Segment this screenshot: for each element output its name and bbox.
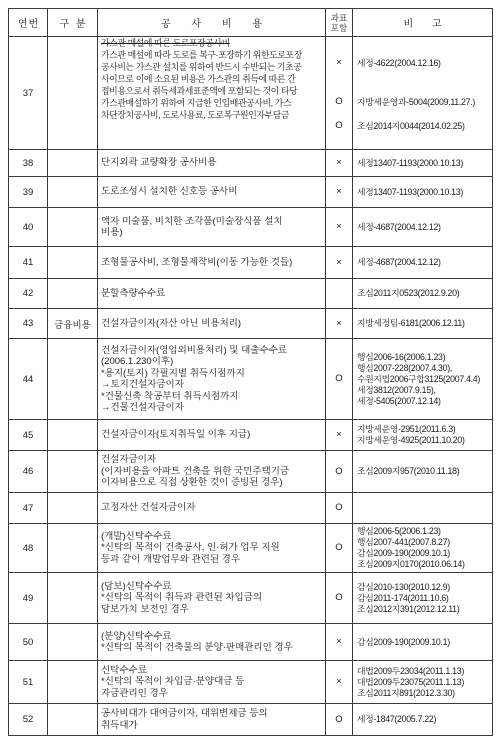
header-tax-base-line: 과표 — [330, 12, 348, 23]
cost-line: 단지외곽 교량확장 공사비용 — [101, 157, 217, 169]
row-category — [48, 208, 98, 247]
row-cost-cell — [98, 493, 326, 524]
header-tax-base-line: 포함 — [330, 22, 348, 33]
row-cost-cell — [98, 339, 326, 420]
remark-line: 지방세운영과-5004(2009.11.27.) — [357, 97, 475, 107]
cost-line: 차단장치공사비, 도로사용료, 도로복구원인자부담금 — [101, 110, 290, 120]
header-row — [9, 9, 493, 37]
table-row — [9, 309, 493, 339]
row-category — [48, 177, 98, 208]
header-tax-base — [326, 9, 353, 37]
table-row — [9, 524, 493, 573]
cost-line: 가스관 매설에 따라 도로를 복구·포장하기 위한도로포장 — [101, 50, 302, 60]
row-remarks-cell — [353, 420, 493, 451]
cost-line: 담보가치 보전인 경우 — [101, 603, 189, 615]
table-row — [9, 624, 493, 661]
tax-inclusion-mark: O — [335, 502, 343, 514]
row-tax-inclusion-cell — [326, 208, 353, 247]
row-tax-inclusion-cell — [326, 493, 353, 524]
row-category — [48, 661, 98, 704]
tax-inclusion-mark: O — [335, 120, 343, 131]
row-tax-inclusion-cell — [326, 339, 353, 420]
row-category — [48, 451, 98, 493]
row-tax-inclusion-cell — [326, 309, 353, 339]
cost-line: 자금관리인 경우 — [101, 687, 168, 699]
row-cost-cell — [98, 573, 326, 624]
cost-line: *신탁의 목적이 건축물의 분양·판매관리인 경우 — [101, 642, 293, 653]
row-number: 52 — [9, 704, 48, 736]
cost-line: 건설자금이자 — [101, 454, 157, 466]
cost-line: 건설자금이자(영업외비용처리) 및 대출수수료 — [101, 344, 287, 356]
cost-line: *신탁의 목적이 취득과 관련된 차입금의 — [101, 592, 263, 604]
row-category — [48, 279, 98, 309]
row-number: 50 — [9, 624, 48, 661]
tax-inclusion-mark: × — [336, 186, 342, 198]
table-row — [9, 150, 493, 177]
remark-line: 세정-4622(2004.12.16) — [357, 58, 441, 68]
tax-inclusion-mark: O — [335, 96, 343, 107]
tax-inclusion-mark: O — [335, 713, 343, 725]
remark-line: 조심2009지957(2010.11.18) — [357, 466, 460, 476]
remark-line: 조심2014지0044(2014.02.25) — [357, 121, 465, 131]
row-cost-cell — [98, 524, 326, 573]
row-category: 금융비용 — [48, 309, 98, 339]
row-category — [48, 150, 98, 177]
row-remarks-cell — [353, 573, 493, 624]
row-remarks-cell — [353, 661, 493, 704]
tax-inclusion-mark: × — [336, 256, 342, 268]
row-number: 51 — [9, 661, 48, 704]
row-remarks-cell — [353, 704, 493, 736]
row-number: 49 — [9, 573, 48, 624]
tax-inclusion-mark: O — [335, 465, 343, 477]
cost-line: *건물신축 착공부터 취득시점까지 — [101, 390, 239, 402]
tax-inclusion-mark: × — [336, 676, 342, 688]
row-category — [48, 493, 98, 524]
table-body — [9, 37, 493, 736]
row-number: 44 — [9, 339, 48, 420]
row-tax-inclusion-cell — [326, 247, 353, 279]
cost-line: (담보)신탁수수료 — [101, 580, 172, 592]
cost-line: *신탁의 목적이 건축공사, 인·허가 업무 지원 — [101, 542, 280, 554]
remark-line: 행심2006-16(2006.1.23) — [357, 351, 446, 362]
row-number: 39 — [9, 177, 48, 208]
tax-inclusion-mark: O — [335, 373, 343, 385]
row-cost-cell — [98, 177, 326, 208]
remark-line: 대법2009두23034(2011.1.13) — [357, 665, 464, 676]
cost-line: →토지건설자금이자 — [101, 379, 184, 390]
cost-line: 비용) — [101, 227, 123, 238]
remark-line: 지방세정팀-6181(2006.12.11) — [357, 318, 465, 328]
row-tax-inclusion-cell — [326, 150, 353, 177]
row-number: 48 — [9, 524, 48, 573]
cost-line: →건물건설자금이자 — [101, 402, 184, 413]
table-row — [9, 704, 493, 736]
cost-line: (개발)신탁수수료 — [101, 530, 172, 542]
header-cost: 공 사 비 용 — [98, 9, 326, 37]
row-tax-inclusion-cell — [326, 524, 353, 573]
remark-line: 조심2011지0523(2012.9.20) — [357, 288, 460, 298]
table-row — [9, 451, 493, 493]
row-number: 40 — [9, 208, 48, 247]
row-tax-inclusion-cell — [326, 573, 353, 624]
cost-line: (이자비용을 아파트 건축을 위한 국민주택기금 — [101, 465, 290, 477]
remark-line: 행심2007-441(2007.8.27) — [357, 537, 450, 547]
table-row — [9, 37, 493, 150]
remark-line: 감심2009-190(2009.10.1) — [357, 636, 450, 647]
cost-line: 등과 같이 개발업무와 관련된 경우 — [101, 553, 241, 565]
table-row — [9, 573, 493, 624]
tax-inclusion-mark: O — [335, 542, 343, 554]
row-cost-cell — [98, 661, 326, 704]
row-tax-inclusion-cell — [326, 624, 353, 661]
cost-line: 건설자금이자(토지취득일 이후 지급) — [101, 429, 251, 441]
cost-line: 사이므로 이에 소요된 비용은 가스관의 취득에 따른 간 — [101, 74, 296, 84]
cost-table — [8, 8, 493, 736]
remark-line: 감심2010-130(2010.12.9) — [357, 581, 450, 592]
tax-inclusion-mark: × — [336, 317, 342, 329]
row-cost-cell — [98, 451, 326, 493]
row-cost-cell — [98, 624, 326, 661]
row-number: 38 — [9, 150, 48, 177]
remark-line: 대법2009두23075(2011.1.13) — [357, 676, 464, 687]
remark-line: 지방세운영-2951(2011.6.3) — [357, 424, 456, 434]
cost-line: (2006.1.230이후) — [101, 356, 174, 367]
table-row — [9, 177, 493, 208]
table-row — [9, 661, 493, 704]
row-category — [48, 247, 98, 279]
remark-line: 감심2011-174(2011.10.6) — [357, 592, 449, 603]
header-remarks: 비 고 — [353, 9, 493, 37]
row-remarks-cell — [353, 624, 493, 661]
remark-line: 행심2007-228(2007.4.30), — [357, 362, 453, 373]
remark-line: 조심2012지391(2012.12.11) — [357, 603, 460, 614]
row-tax-inclusion-cell — [326, 451, 353, 493]
row-cost-cell — [98, 704, 326, 736]
cost-line: 조형물공사비, 조형물제작비(이동 가능한 것들) — [101, 256, 293, 268]
table-row — [9, 493, 493, 524]
table-row — [9, 339, 493, 420]
row-remarks-cell — [353, 451, 493, 493]
row-tax-inclusion-cell — [326, 661, 353, 704]
row-remarks-cell — [353, 493, 493, 524]
row-cost-cell — [98, 150, 326, 177]
remark-line: 조심2009지0170(2010.06.14) — [357, 559, 465, 569]
row-remarks-cell — [353, 339, 493, 420]
cost-line: 접비용으로서 취득세과세표준액에 포함되는 것이 타당 — [101, 86, 298, 96]
row-number: 46 — [9, 451, 48, 493]
cost-line: *신탁의 목적이 차입금·분양대금 등 — [101, 676, 245, 688]
row-number: 37 — [9, 37, 48, 150]
remark-line: 감심2009-190(2009.10.1) — [357, 548, 450, 558]
remark-line: 세정3812(2007.9.15), — [357, 384, 436, 395]
cost-line: 취득대가 — [101, 719, 138, 731]
tax-inclusion-mark: × — [336, 157, 342, 169]
remark-line: 세정-4687(2004.12.12) — [357, 257, 441, 267]
row-cost-cell — [98, 420, 326, 451]
remark-line: 세정-5405(2007.12.14) — [357, 395, 441, 406]
table-row — [9, 420, 493, 451]
row-cost-cell — [98, 279, 326, 309]
cost-line: 신탁수수료 — [101, 664, 147, 676]
cost-line: 공사비대가 대여금이자, 대위변제금 등의 — [101, 708, 268, 719]
row-category — [48, 37, 98, 150]
remark-line: 행심2006-5(2006.1.23) — [357, 526, 441, 536]
cost-line: 고정자산 건설자금이자 — [101, 502, 196, 514]
tax-inclusion-mark: O — [335, 592, 343, 604]
cost-line: 가스관 매설에 따른 도로포장공사비 — [101, 38, 230, 48]
cost-line: 분할측량수수료 — [101, 287, 166, 299]
row-number: 41 — [9, 247, 48, 279]
tax-inclusion-mark: × — [336, 429, 342, 441]
remark-line: 세정-1847(2005.7.22) — [357, 714, 437, 724]
row-tax-inclusion-cell — [326, 177, 353, 208]
row-tax-inclusion-cell — [326, 37, 353, 150]
cost-line: 이자비용으로 직접 상환한 것이 증빙된 경우) — [101, 477, 283, 489]
cost-line: (분양)신탁수수료 — [101, 630, 172, 642]
row-cost-cell — [98, 208, 326, 247]
row-cost-cell — [98, 37, 326, 150]
tax-inclusion-mark: × — [336, 221, 342, 233]
remark-line: 세정13407-1193(2000.10.13) — [357, 186, 463, 197]
row-remarks-cell — [353, 37, 493, 150]
remark-line: 수원지법2006구합3125(2007.4.4) — [357, 373, 481, 384]
table-row — [9, 208, 493, 247]
cost-line: 도로조성시 설치한 신호등 공사비 — [101, 186, 238, 198]
row-category — [48, 339, 98, 420]
remark-line: 세정13407-1193(2000.10.13) — [357, 157, 463, 168]
row-number: 47 — [9, 493, 48, 524]
row-category — [48, 624, 98, 661]
header-no: 연번 — [9, 9, 48, 37]
row-cost-cell — [98, 247, 326, 279]
cost-line: 공사비는 가스관 설치를 위하여 반드시 수반되는 기초공 — [101, 62, 302, 72]
cost-line: 건설자금이자(자산 아닌 비용처리) — [101, 317, 242, 329]
cost-line: 가스관매설하기 위하여 지급한 인입배관공사비, 가스 — [101, 98, 292, 108]
table-row — [9, 247, 493, 279]
row-remarks-cell — [353, 247, 493, 279]
row-cost-cell — [98, 309, 326, 339]
row-category — [48, 573, 98, 624]
row-category — [48, 420, 98, 451]
row-remarks-cell — [353, 150, 493, 177]
remark-line: 조심2011지891(2012.3.30) — [357, 687, 455, 698]
row-tax-inclusion-cell — [326, 704, 353, 736]
row-remarks-cell — [353, 208, 493, 247]
row-tax-inclusion-cell — [326, 420, 353, 451]
row-tax-inclusion-cell — [326, 279, 353, 309]
row-number: 43 — [9, 309, 48, 339]
cost-line: *용지(토지) 각필지별 취득시점까지 — [101, 367, 245, 379]
row-category — [48, 704, 98, 736]
row-category — [48, 524, 98, 573]
row-number: 45 — [9, 420, 48, 451]
cost-line: 액자 미술품, 비치한 조각품(미술장식품 설치 — [101, 215, 283, 227]
remark-line: 세정-4687(2004.12.12) — [357, 221, 441, 232]
row-number: 42 — [9, 279, 48, 309]
tax-inclusion-mark: × — [336, 57, 342, 68]
row-remarks-cell — [353, 524, 493, 573]
table-row — [9, 279, 493, 309]
remark-line: 지방세운영-4925(2011.10.20) — [357, 435, 465, 445]
row-remarks-cell — [353, 309, 493, 339]
header-category: 구 분 — [48, 9, 98, 37]
row-remarks-cell — [353, 279, 493, 309]
tax-inclusion-mark: × — [336, 636, 342, 648]
row-remarks-cell — [353, 177, 493, 208]
